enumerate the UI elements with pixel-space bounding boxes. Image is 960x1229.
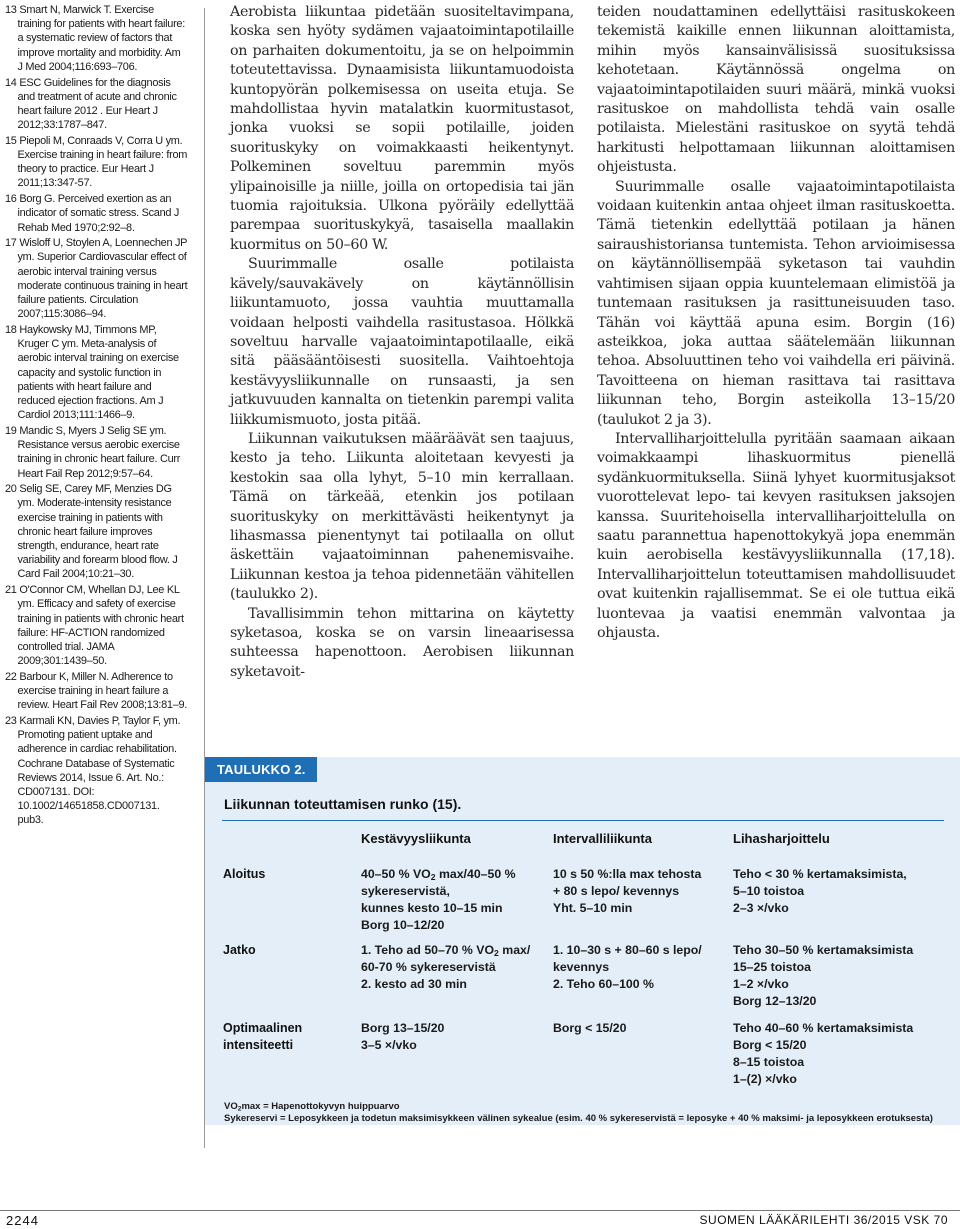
table-row-label: [223, 1020, 302, 1054]
cell-line: Borg < 15/20: [733, 1038, 807, 1052]
reference-number: 18: [5, 323, 17, 336]
reference-item: [5, 714, 187, 828]
cell-line: Teho 40–60 % kertamaksimista: [733, 1021, 914, 1035]
cell-line: Borg 10–12/20: [361, 918, 445, 932]
reference-number: 15: [5, 134, 17, 147]
reference-text: Wisloff U, Stoylen A, Loennechen JP ym. Superior Cardiovascular effect of aerobic interval training versus moderate continuous training in heart failure patients. Circulation 2007;115:3086–94.: [17, 237, 188, 321]
reference-item: [5, 236, 187, 321]
body-paragraph: Suurimmalle osalle potilaista kävely/sauvakävely on käytännöllisin liikuntamuoto, jossa vauhtia muuttamalla voidaan helposti vaihdella rasitustasoa. Hölkkä soveltuu harvalle vajaatoimintapotilaalle, eikä sitä pääsääntöisesti suositella. Vaihtoehtoja kestävyysliikunnalle on runsaasti, ja sen jatkuvuuden kannalta on tietenkin parempi valita liikkumismuoto, josta pitää.: [230, 256, 574, 428]
table-footnote-vo2max: [224, 1101, 400, 1112]
row-label-line: intensiteetti: [223, 1038, 294, 1052]
reference-text: ESC Guidelines for the diagnosis and treatment of acute and chronic heart failure 2012 . Eur Heart J 2012;33:1787–847.: [17, 76, 177, 132]
footer-rule: [0, 1210, 960, 1211]
cell-text: 1. Teho ad 50–70 % VO: [361, 943, 495, 957]
body-paragraph: Aerobista liikuntaa pidetään suositeltavimpana, koska sen hyöty sydämen vajaatoimintapotilaille on parhaiten dokumentoitu, ja se on helpoimmin toteutettavissa. Dynaamisista liikuntamuodoista kuntopyörän polkemisessa on useita etuja. Se mahdollistaa hyvin matalatkin kuormitustasot, jonka vuoksi se sopii potilaille, joiden suorituskyky on voimakkaasti heikentynyt. Polkeminen soveltuu paremmin myös ylipainoisille ja niille, joilla on ortopedisia tai jän tuomia rajoituksia. Ulkona pyöräily edellyttää parempaa suorituskykyä, tasaisella maallakin kuormitus on 50–60 W.: [230, 4, 574, 253]
reference-item: [5, 482, 187, 581]
cell-line: [361, 866, 516, 883]
body-paragraph: teiden noudattaminen edellyttäisi rasituskokeen tekemistä kaikille ennen liikunnan aloittamista, mihin myös kansainvälisissä suosituksissa kehotetaan. Käytännössä ongelma on vajaatoimintapotilaiden suuri määrä, minkä vuoksi rasituskoe on mahdollista tehdä vain osalle potilaista. Mielestäni rasituskoe on syytä tehdä harkitusti helpottamaan liikunnan aloittamisen ohjeistusta.: [597, 4, 955, 176]
body-paragraph: Tavallisimmin tehon mittarina on käytetty syketasoa, koska se on varsin lineaarisessa suhteessa hapenottoon. Aerobisen liikunnan syketavoit-: [230, 605, 574, 680]
cell-line: 10 s 50 %:lla max tehosta: [553, 867, 702, 881]
reference-text: Smart N, Marwick T. Exercise training for patients with heart failure: a systematic review of factors that improve mortality and morbidity. Am J Med 2004;116:693–706.: [17, 4, 185, 73]
footnote-text: VO: [224, 1101, 238, 1112]
body-column-2: [597, 3, 955, 643]
table-title: Liikunnan toteuttamisen runko (15).: [224, 796, 462, 812]
cell-line: Borg < 15/20: [553, 1021, 627, 1035]
subscript: 2: [237, 1105, 242, 1113]
cell-text: 40–50 % VO: [361, 867, 431, 881]
cell-text: max/: [498, 943, 531, 957]
cell-line: 3–5 ×/vko: [361, 1038, 417, 1052]
footnote-text: max = Hapenottokyvyn huippuarvo: [241, 1101, 400, 1112]
reference-text: Barbour K, Miller N. Adherence to exercise training in heart failure a review. Heart Fail Rev 2008;13:81–9.: [17, 670, 188, 712]
reference-number: 20: [5, 483, 17, 496]
cell-line: Yht. 5–10 min: [553, 901, 633, 915]
reference-item: [5, 3, 187, 74]
cell-line: Teho < 30 % kertamaksimista,: [733, 867, 907, 881]
reference-item: [5, 134, 187, 191]
cell-line: [361, 942, 530, 959]
reference-item: [5, 424, 187, 481]
page-number: 2244: [6, 1213, 39, 1228]
table-cell: [553, 866, 701, 917]
reference-item: [5, 192, 187, 235]
reference-item: [5, 670, 187, 713]
table-header-interval: Intervalliliikunta: [553, 831, 652, 846]
cell-line: 8–15 toistoa: [733, 1055, 805, 1069]
cell-line: 1–(2) ×/vko: [733, 1072, 797, 1086]
table-row-label: [223, 866, 265, 883]
cell-line: Borg 12–13/20: [733, 994, 817, 1008]
reference-number: 14: [5, 76, 17, 89]
subscript: 2: [430, 872, 436, 883]
body-paragraph: Liikunnan vaikutuksen määräävät sen taajuus, kesto ja teho. Liikunta aloitetaan kevyesti ja kestokin saa olla lyhyt, 5–10 min kerrallaan. Tämä on tärkeää, etenkin jos potilaan suorituskyky on merkittävästi heikentynyt ja lihasmassa pienentynyt tai potilaalla on ollut äskettäin vajaatoiminnan pahenemisvaihe. Liikunnan kestoa ja tehoa pidennetään vähitellen (taulukko 2).: [230, 430, 574, 603]
subscript: 2: [494, 948, 499, 959]
table-cell: [361, 866, 516, 934]
table-header-rule: [222, 820, 944, 821]
cell-line: 1. 10–30 s + 80–60 s lepo/: [553, 943, 702, 957]
body-paragraph: Intervalliharjoittelulla pyritään saamaan aikaan voimakkaampi lihaskuormitus pienellä sydänkuormituksella. Siinä lyhyet kuormitusjaksot vuorottelevat lepo- tai kevyen rasituksen jaksojen kanssa. Suuritehoisella intervalliharjoittelulla on saatu parannettua hapenottokykyä jopa enemmän kuin aerobisella kestävyysliikunnalla (17,18). Intervalliharjoittelun toteuttamisen mahdollisuudet ovat kuitenkin rajallisemmat. Se ei ole tuttua eikä luontevaa ja vaatisi enemmän valvontaa ja ohjausta.: [597, 430, 955, 641]
table-cell: [733, 866, 907, 917]
table-cell: [553, 1020, 626, 1037]
table-tab-label: TAULUKKO 2.: [205, 757, 317, 782]
cell-line: kevennys: [553, 960, 610, 974]
reference-number: 21: [5, 584, 17, 597]
cell-line: 1–2 ×/vko: [733, 977, 789, 991]
reference-text: Borg G. Perceived exertion as an indicator of somatic stress. Scand J Rehab Med 1970;2:92–8.: [17, 193, 180, 234]
table-cell: [361, 942, 530, 993]
reference-text: Haykowsky MJ, Timmons MP, Kruger C ym. Meta-analysis of aerobic interval training on exercise capacity and systolic function in patients with heart failure and reduced ejection fractions. Am J Cardiol 2013;111:1466–9.: [17, 323, 179, 422]
table-row-label: [223, 942, 256, 959]
row-label-line: Optimaalinen: [223, 1021, 303, 1035]
table-footnote-sykereservi: Sykereservi = Leposykkeen ja todetun maksimisykkeen välinen sykealue (esim. 40 % sykereservistä = leposyke + 40 % maksimi- ja leposykkeen erotuksesta): [224, 1113, 933, 1124]
table-header-strength: Lihasharjoittelu: [733, 831, 830, 846]
reference-number: 19: [5, 424, 17, 437]
table-header-endurance: Kestävyysliikunta: [361, 831, 471, 846]
cell-line: 2–3 ×/vko: [733, 901, 789, 915]
cell-line: 2. kesto ad 30 min: [361, 977, 467, 991]
body-paragraph: Suurimmalle osalle vajaatoimintapotilaista voidaan kuitenkin antaa ohjeet ilman rasituskoetta. Tämä tietenkin edellyttää potilaan ja hänen sairaushistoriansa tuntemista. Tehon arvioimisessa on käytännöllisempää syketason tai vauhdin vahtimisen sijaan oppia kuuntelemaan elimistöä ja tuntemaan rasituksen ja rasittuneisuuden taso. Tähän voi käyttää apuna esim. Borgin (16) asteikkoa, joka auttaa säätelemään liikunnan tehoa. Absoluuttinen teho voi vaihdella eri päivinä. Tavoitteena on hieman rasittava tai rasittava liikunnan teho, Borgin asteikolla 13–15/20 (taulukot 2 ja 3).: [597, 178, 955, 428]
reference-item: [5, 583, 187, 668]
reference-number: 23: [5, 714, 17, 727]
reference-list: [5, 3, 187, 829]
journal-name: SUOMEN LÄÄKÄRILEHTI 36/2015 VSK 70: [699, 1213, 948, 1227]
cell-line: kunnes kesto 10–15 min: [361, 901, 503, 915]
table-cell: [553, 942, 702, 993]
cell-line: 2. Teho 60–100 %: [553, 977, 654, 991]
cell-line: 60-70 % sykereservistä: [361, 960, 496, 974]
reference-number: 22: [5, 670, 17, 683]
cell-line: 15–25 toistoa: [733, 960, 811, 974]
reference-text: Karmali KN, Davies P, Taylor F, ym. Promoting patient uptake and adherence in cardiac rehabilitation. Cochrane Database of Systematic Reviews 2014, Issue 6. Art. No.: CD007131. DOI: 10.1002/14651858.CD007131. pub3.: [17, 714, 181, 827]
table-cell: [361, 1020, 444, 1054]
row-label-line: Aloitus: [223, 867, 266, 881]
cell-line: sykereservistä,: [361, 884, 450, 898]
reference-text: Selig SE, Carey MF, Menzies DG ym. Moderate-intensity resistance exercise training in patients with chronic heart failure improves strength, endurance, heart rate variability and forearm blood flow. J Card Fail 2004;10:21–30.: [17, 483, 178, 581]
cell-line: 5–10 toistoa: [733, 884, 805, 898]
cell-line: + 80 s lepo/ kevennys: [553, 884, 680, 898]
reference-text: O'Connor CM, Whellan DJ, Lee KL ym. Efficacy and safety of exercise training in patients with chronic heart failure: HF-ACTION randomized controlled trial. JAMA 2009;301:1439–50.: [17, 584, 184, 668]
cell-line: Borg 13–15/20: [361, 1021, 445, 1035]
cell-text: max/40–50 %: [435, 867, 516, 881]
reference-number: 17: [5, 237, 17, 250]
reference-number: 13: [5, 4, 17, 16]
reference-text: Mandic S, Myers J Selig SE ym. Resistance versus aerobic exercise training in chronic heart failure. Curr Heart Fail Rep 2012;9:57–64.: [17, 424, 181, 480]
reference-text: Piepoli M, Conraads V, Corra U ym. Exercise training in heart failure: from theory to practice. Eur Heart J 2011;13:347-57.: [17, 134, 188, 190]
row-label-line: Jatko: [223, 943, 256, 957]
cell-line: Teho 30–50 % kertamaksimista: [733, 943, 914, 957]
table-cell: [733, 942, 913, 1010]
body-column-1: [230, 3, 574, 682]
table-cell: [733, 1020, 913, 1088]
reference-item: [5, 76, 187, 133]
reference-number: 16: [5, 193, 17, 206]
reference-item: [5, 323, 187, 422]
